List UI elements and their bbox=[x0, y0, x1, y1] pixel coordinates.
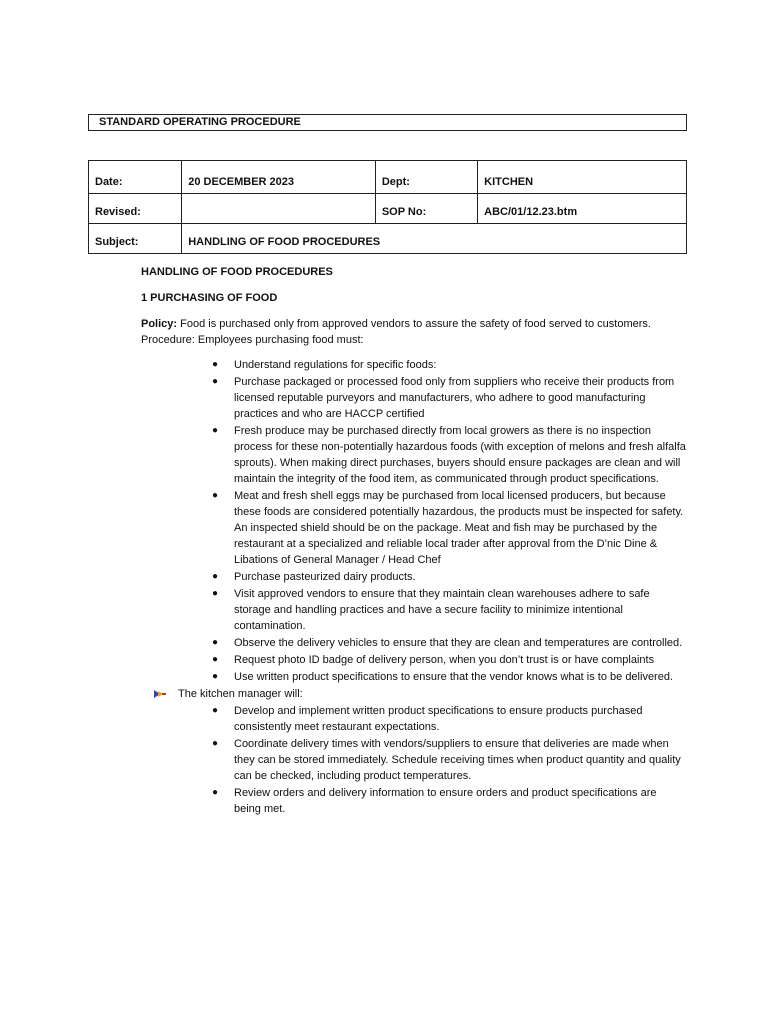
list-item bbox=[212, 423, 686, 487]
meta-row-subject bbox=[89, 224, 687, 254]
bullet-icon: ● bbox=[212, 359, 219, 370]
subject-value: HANDLING OF FOOD PROCEDURES bbox=[182, 224, 687, 254]
list-item bbox=[212, 736, 686, 784]
bullet-icon: ● bbox=[212, 637, 219, 648]
list-item-text: Purchase pasteurized dairy products. bbox=[234, 571, 416, 583]
bullet-icon: ● bbox=[212, 671, 219, 682]
revised-label: Revised: bbox=[89, 194, 182, 224]
date-label: Date: bbox=[89, 161, 182, 194]
subject-label: Subject: bbox=[89, 224, 182, 254]
list-item bbox=[212, 669, 686, 685]
document-heading: HANDLING OF FOOD PROCEDURES bbox=[141, 266, 333, 278]
bullet-icon: ● bbox=[212, 376, 219, 387]
list-item-text: Meat and fresh shell eggs may be purchased from local licensed producers, but because these foods are considered potentially hazardous, the products must be inspected for safety. An inspected shield should be on the package. Meat and fish may be purchased by the restaurant at a specialized and reliable local trader after approval from the D’nic Dine & Libations of General Manager / Head Chef bbox=[234, 490, 684, 566]
list-item-text: Understand regulations for specific foods: bbox=[234, 359, 437, 371]
document-body bbox=[141, 264, 686, 818]
list-item bbox=[212, 586, 686, 634]
list-item bbox=[212, 635, 686, 651]
procedure-list bbox=[141, 357, 686, 685]
sop-no-label: SOP No: bbox=[375, 194, 477, 224]
policy-paragraph bbox=[141, 316, 686, 348]
manager-line bbox=[141, 686, 686, 702]
bullet-icon: ● bbox=[212, 705, 219, 716]
list-item-text: Review orders and delivery information to ensure orders and product specifications are being met. bbox=[234, 787, 657, 815]
revised-value bbox=[182, 194, 376, 224]
list-item-text: Request photo ID badge of delivery person, when you don’t trust is or have complaints bbox=[234, 654, 655, 666]
list-item bbox=[212, 703, 686, 735]
sop-meta-table bbox=[88, 160, 687, 254]
date-value: 20 DECEMBER 2023 bbox=[182, 161, 376, 194]
policy-label: Policy: bbox=[141, 318, 178, 330]
bullet-icon: ● bbox=[212, 738, 219, 749]
list-item-text: Develop and implement written product specifications to ensure products purchased consistently meet restaurant expectations. bbox=[234, 705, 643, 733]
list-item bbox=[212, 785, 686, 817]
sop-no-value: ABC/01/12.23.btm bbox=[478, 194, 687, 224]
dept-value: KITCHEN bbox=[478, 161, 687, 194]
list-item-text: Purchase packaged or processed food only from suppliers who receive their products from licensed reputable purveyors and manufacturers, who adhere to good manufacturing practices and who are HACCP certified bbox=[234, 376, 675, 420]
arrow-bullet-icon bbox=[154, 689, 166, 699]
list-item-text: Visit approved vendors to ensure that they maintain clean warehouses adhere to safe storage and handling practices and have a secure facility to minimize intentional contamination. bbox=[234, 588, 650, 632]
meta-row-revised bbox=[89, 194, 687, 224]
list-item-text: Fresh produce may be purchased directly from local growers as there is no inspection process for these non-potentially hazardous foods (with exception of melons and fresh alfalfa sprouts). When making direct purchases, buyers should ensure packages are clean and will maintain the integrity of the food item, as communicated through product specifications. bbox=[234, 425, 686, 485]
dept-label: Dept: bbox=[375, 161, 477, 194]
bullet-icon: ● bbox=[212, 425, 219, 436]
policy-text: Food is purchased only from approved vendors to assure the safety of food served to customers. Procedure: Employees purchasing food must: bbox=[141, 318, 651, 346]
list-item bbox=[212, 569, 686, 585]
list-item-text: Use written product specifications to ensure that the vendor knows what is to be delivered. bbox=[234, 671, 674, 683]
manager-list bbox=[141, 703, 686, 817]
list-item-text: Observe the delivery vehicles to ensure that they are clean and temperatures are controlled. bbox=[234, 637, 683, 649]
list-item bbox=[212, 488, 686, 568]
list-item bbox=[212, 652, 686, 668]
list-item bbox=[212, 357, 686, 373]
bullet-icon: ● bbox=[212, 571, 219, 582]
list-item-text: Coordinate delivery times with vendors/suppliers to ensure that deliveries are made when they can be stored immediately. Schedule receiving times when product quantity and quality can be checked, including product temperatures. bbox=[234, 738, 681, 782]
bullet-icon: ● bbox=[212, 588, 219, 599]
section-heading: 1 PURCHASING OF FOOD bbox=[141, 292, 278, 304]
sop-title-box bbox=[88, 114, 687, 131]
bullet-icon: ● bbox=[212, 787, 219, 798]
bullet-icon: ● bbox=[212, 654, 219, 665]
sop-title: STANDARD OPERATING PROCEDURE bbox=[99, 116, 301, 128]
bullet-icon: ● bbox=[212, 490, 219, 501]
list-item bbox=[212, 374, 686, 422]
manager-line-text: The kitchen manager will: bbox=[178, 688, 303, 700]
meta-row-date bbox=[89, 161, 687, 194]
